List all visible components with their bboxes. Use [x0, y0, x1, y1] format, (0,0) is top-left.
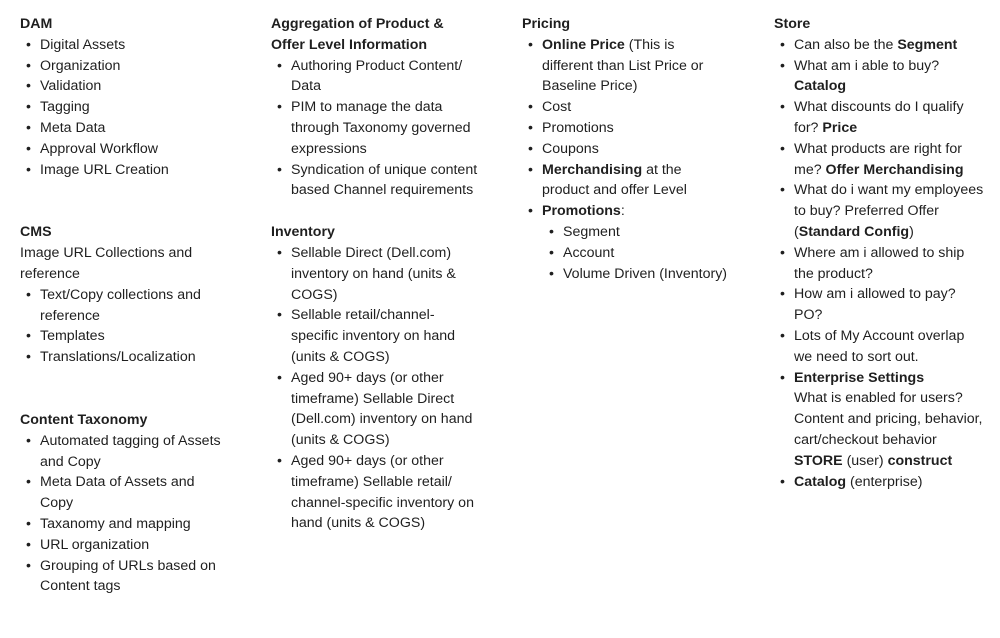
online-price-label: Online Price	[542, 36, 625, 53]
list-item: • Where am i allowed to ship the product?	[794, 243, 986, 285]
merchandising-note: at the product and offer Level	[542, 161, 687, 199]
promotions-label: Promotions	[542, 203, 621, 220]
dam-heading: DAM	[20, 16, 53, 32]
section-dam	[20, 14, 225, 180]
dam-list	[20, 35, 225, 181]
inventory-heading: Inventory	[271, 224, 335, 241]
catalog-label: Catalog	[794, 473, 847, 490]
store-bold: Standard Config	[798, 223, 910, 240]
store-bold: Segment	[897, 36, 958, 53]
cms-intro: Image URL Collections and reference	[20, 245, 193, 282]
list-item: • Translations/Localization	[40, 347, 225, 368]
store-text: What products are right for me?	[794, 140, 962, 178]
section-cms	[20, 222, 225, 368]
list-item: • Taxanomy and mapping	[40, 514, 225, 535]
cms-heading: CMS	[20, 224, 52, 241]
list-item: • Automated tagging of Assets and Copy	[40, 431, 225, 473]
aggregation-heading: Aggregation of Product & Offer Level Information	[271, 16, 444, 53]
list-item: • Sellable retail/channel-specific inventory on hand (units & COGS)	[291, 305, 481, 367]
promotions-colon: :	[620, 203, 625, 220]
list-item: • Templates	[40, 326, 225, 347]
list-item	[794, 180, 986, 242]
list-item: • Digital Assets	[40, 35, 225, 56]
enterprise-settings-label: Enterprise Settings	[794, 369, 925, 386]
list-item: • Syndication of unique content based Channel requirements	[291, 160, 481, 202]
store-text: (user)	[842, 452, 888, 469]
list-item: • Meta Data of Assets and Copy	[40, 472, 225, 514]
list-item	[794, 139, 986, 181]
list-item	[794, 472, 986, 493]
store-text: What discounts do I qualify for?	[794, 99, 964, 136]
list-item: • Aged 90+ days (or other timeframe) Sellable Direct (Dell.com) inventory on hand (units & COGS)	[291, 368, 481, 451]
list-item: • Tagging	[40, 97, 225, 118]
section-store	[774, 14, 986, 492]
enterprise-settings-desc: What is enabled for users? Content and pricing, behavior, cart/checkout behavior	[794, 390, 983, 448]
promotions-sublist	[542, 222, 727, 284]
column-store	[774, 14, 986, 492]
store-bold: Offer Merchandising	[825, 161, 964, 178]
online-price-note: (This is different than List Price or Baseline Price)	[542, 36, 704, 95]
list-item: • Account	[563, 243, 727, 264]
list-item	[542, 201, 727, 284]
list-item	[542, 160, 727, 202]
list-item: • Authoring Product Content/ Data	[291, 56, 481, 98]
store-text: What do i want my employees to buy? Preferred Offer (	[794, 182, 984, 240]
section-content-taxonomy	[20, 410, 225, 597]
list-item: • Image URL Creation	[40, 160, 225, 181]
store-list	[774, 35, 986, 493]
list-item: • Aged 90+ days (or other timeframe) Sellable retail/ channel-specific inventory on hand (units & COGS)	[291, 451, 481, 534]
list-item: • Text/Copy collections and reference	[40, 285, 225, 327]
column-dam-cms-taxonomy	[20, 14, 225, 597]
column-aggregation-inventory	[271, 14, 481, 534]
list-item	[794, 35, 986, 56]
taxonomy-heading: Content Taxonomy	[20, 411, 148, 428]
list-item: • Approval Workflow	[40, 139, 225, 160]
list-item: • Validation	[40, 76, 225, 97]
store-bold: construct	[887, 452, 953, 469]
list-item: • Volume Driven (Inventory)	[563, 264, 727, 285]
list-item: • Sellable Direct (Dell.com) inventory on hand (units & COGS)	[291, 243, 481, 305]
section-inventory	[271, 222, 481, 534]
store-bold: Catalog	[794, 78, 847, 95]
list-item	[794, 368, 986, 472]
merchandising-label: Merchandising	[542, 161, 643, 178]
pricing-heading: Pricing	[522, 16, 571, 32]
pricing-list	[522, 35, 727, 285]
store-heading: Store	[774, 16, 811, 32]
list-item: • Meta Data	[40, 118, 225, 139]
column-pricing	[522, 14, 727, 284]
store-text: Can also be the	[794, 36, 898, 53]
store-bold: STORE	[794, 452, 843, 469]
list-item: • Promotions	[542, 118, 727, 139]
inventory-list	[271, 243, 481, 534]
aggregation-list	[271, 56, 481, 202]
list-item: • Grouping of URLs based on Content tags	[40, 556, 225, 598]
list-item: • Organization	[40, 56, 225, 77]
list-item: • Lots of My Account overlap we need to sort out.	[794, 326, 986, 368]
list-item: • PIM to manage the data through Taxonomy governed expressions	[291, 97, 481, 159]
list-item	[794, 97, 986, 139]
store-text: (enterprise)	[846, 473, 923, 490]
list-item: • Cost	[542, 97, 727, 118]
taxonomy-list	[20, 431, 225, 597]
list-item	[794, 56, 986, 98]
list-item: • Segment	[563, 222, 727, 243]
list-item	[542, 35, 727, 97]
list-item: • URL organization	[40, 535, 225, 556]
list-item: • Coupons	[542, 139, 727, 160]
store-text: What am i able to buy?	[794, 57, 940, 74]
list-item: • How am i allowed to pay? PO?	[794, 284, 986, 326]
store-text: )	[909, 223, 914, 240]
section-aggregation	[271, 14, 481, 201]
store-bold: Price	[822, 119, 858, 136]
cms-list	[20, 285, 225, 368]
section-pricing	[522, 14, 727, 284]
